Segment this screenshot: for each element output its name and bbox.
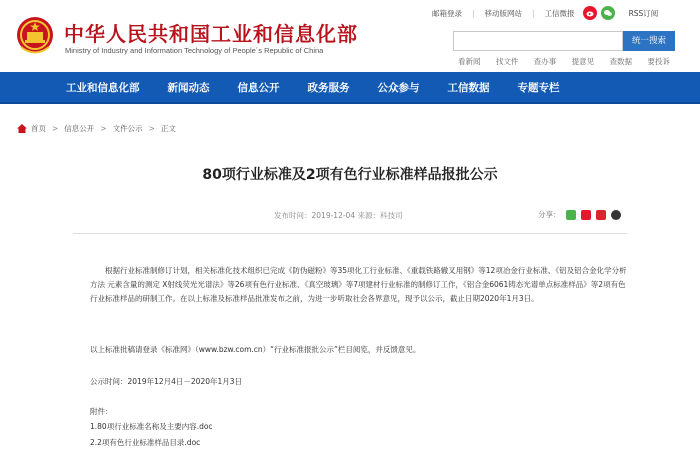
breadcrumb-file-notice[interactable]: 文件公示 — [112, 124, 143, 133]
nav-item-news[interactable]: 新闻动态 — [167, 81, 210, 94]
weibo-news-link[interactable]: 工信微报 — [544, 8, 575, 18]
quick-link-feedback[interactable]: 提意见 — [571, 57, 595, 66]
share-bar — [538, 209, 621, 220]
quick-link-data[interactable]: 查数据 — [609, 57, 633, 66]
link-divider: | — [472, 8, 475, 18]
nav-item-disclosure[interactable]: 信息公开 — [237, 81, 280, 94]
weibo-share-icon[interactable] — [581, 210, 591, 220]
article-meta: 发布时间：2019-12-04 来源：科技司 — [274, 211, 403, 220]
search-input[interactable] — [453, 31, 623, 51]
breadcrumb-disclosure[interactable]: 信息公开 — [64, 124, 95, 133]
quick-link-services[interactable]: 查办事 — [533, 57, 557, 66]
home-icon — [17, 124, 27, 133]
quick-link-complaint[interactable]: 要投诉 — [647, 57, 670, 66]
attachment-link[interactable]: 1.80项行业标准名称及主要内容.doc — [90, 422, 213, 431]
mail-login-link[interactable]: 邮箱登录 — [432, 8, 462, 18]
link-divider: | — [532, 8, 535, 18]
rss-link[interactable]: RSS订阅 — [628, 8, 659, 18]
pdf-share-icon[interactable] — [596, 210, 606, 220]
title-divider — [73, 233, 627, 234]
national-emblem-icon[interactable] — [15, 14, 55, 58]
nav-item-data[interactable]: 工信数据 — [447, 81, 490, 94]
nav-item-ministry[interactable]: 工业和信息化部 — [66, 81, 140, 94]
breadcrumb-home[interactable]: 首页 — [31, 124, 46, 133]
breadcrumb-separator: > — [100, 124, 107, 133]
nav-item-services[interactable]: 政务服务 — [307, 81, 350, 94]
site-header — [0, 0, 700, 72]
weibo-icon[interactable] — [583, 6, 597, 20]
search-button[interactable]: 统一搜索 — [623, 31, 675, 51]
article-paragraph: 根据行业标准制修订计划，相关标准化技术组织已完成《防伪磁粉》等35项化工行业标准、《重载铁路辙叉用钢》等12项冶金行业标准、《铝及铝合金化学分析方法 元素含量的测定 X射线荧光光谱法》等26项有色行业标准、《真空玻璃》等7项建材行业标准的制修订工作，《铝合金6061铸态光谱单点标准样品》等2项有色行业标准样品的研制工作。在以上标准及标准样品批准发布之前，为进一步听取社会各界意见，现予以公示，截止日期2020年1月3日。 — [90, 266, 627, 303]
wechat-share-icon[interactable] — [566, 210, 576, 220]
site-title[interactable]: 中华人民共和国工业和信息化部 — [64, 22, 358, 46]
share-label: 分享： — [538, 210, 561, 219]
nav-item-participation[interactable]: 公众参与 — [377, 81, 420, 94]
nav-item-topics[interactable]: 专题专栏 — [517, 81, 560, 94]
attachment-link[interactable]: 2.2项有色行业标准样品目录.doc — [90, 438, 201, 447]
mobile-site-link[interactable]: 移动版网站 — [484, 8, 523, 18]
site-subtitle: Ministry of Industry and Information Technology of People´s Republic of China — [65, 46, 324, 55]
notice-period: 公示时间：2019年12月4日－2020年1月3日 — [90, 377, 243, 386]
breadcrumb-separator: > — [52, 124, 59, 133]
attachments-label: 附件： — [90, 407, 113, 416]
breadcrumb — [17, 123, 176, 134]
qq-share-icon[interactable] — [611, 210, 621, 220]
main-nav — [0, 72, 700, 102]
breadcrumb-separator: > — [148, 124, 155, 133]
top-links — [432, 6, 658, 20]
wechat-icon[interactable] — [601, 6, 615, 20]
article-paragraph: 以上标准批稿请登录《标准网》（www.bzw.com.cn）“行业标准报批公示”栏目阅览，并反馈意见。 — [90, 345, 421, 354]
quick-link-files[interactable]: 找文件 — [495, 57, 519, 66]
article-title: 80项行业标准及2项有色行业标准样品报批公示 — [202, 167, 498, 183]
nav-divider — [0, 102, 700, 104]
quick-links — [458, 56, 683, 67]
breadcrumb-current: 正文 — [160, 124, 176, 133]
quick-link-news[interactable]: 看新闻 — [458, 57, 481, 66]
